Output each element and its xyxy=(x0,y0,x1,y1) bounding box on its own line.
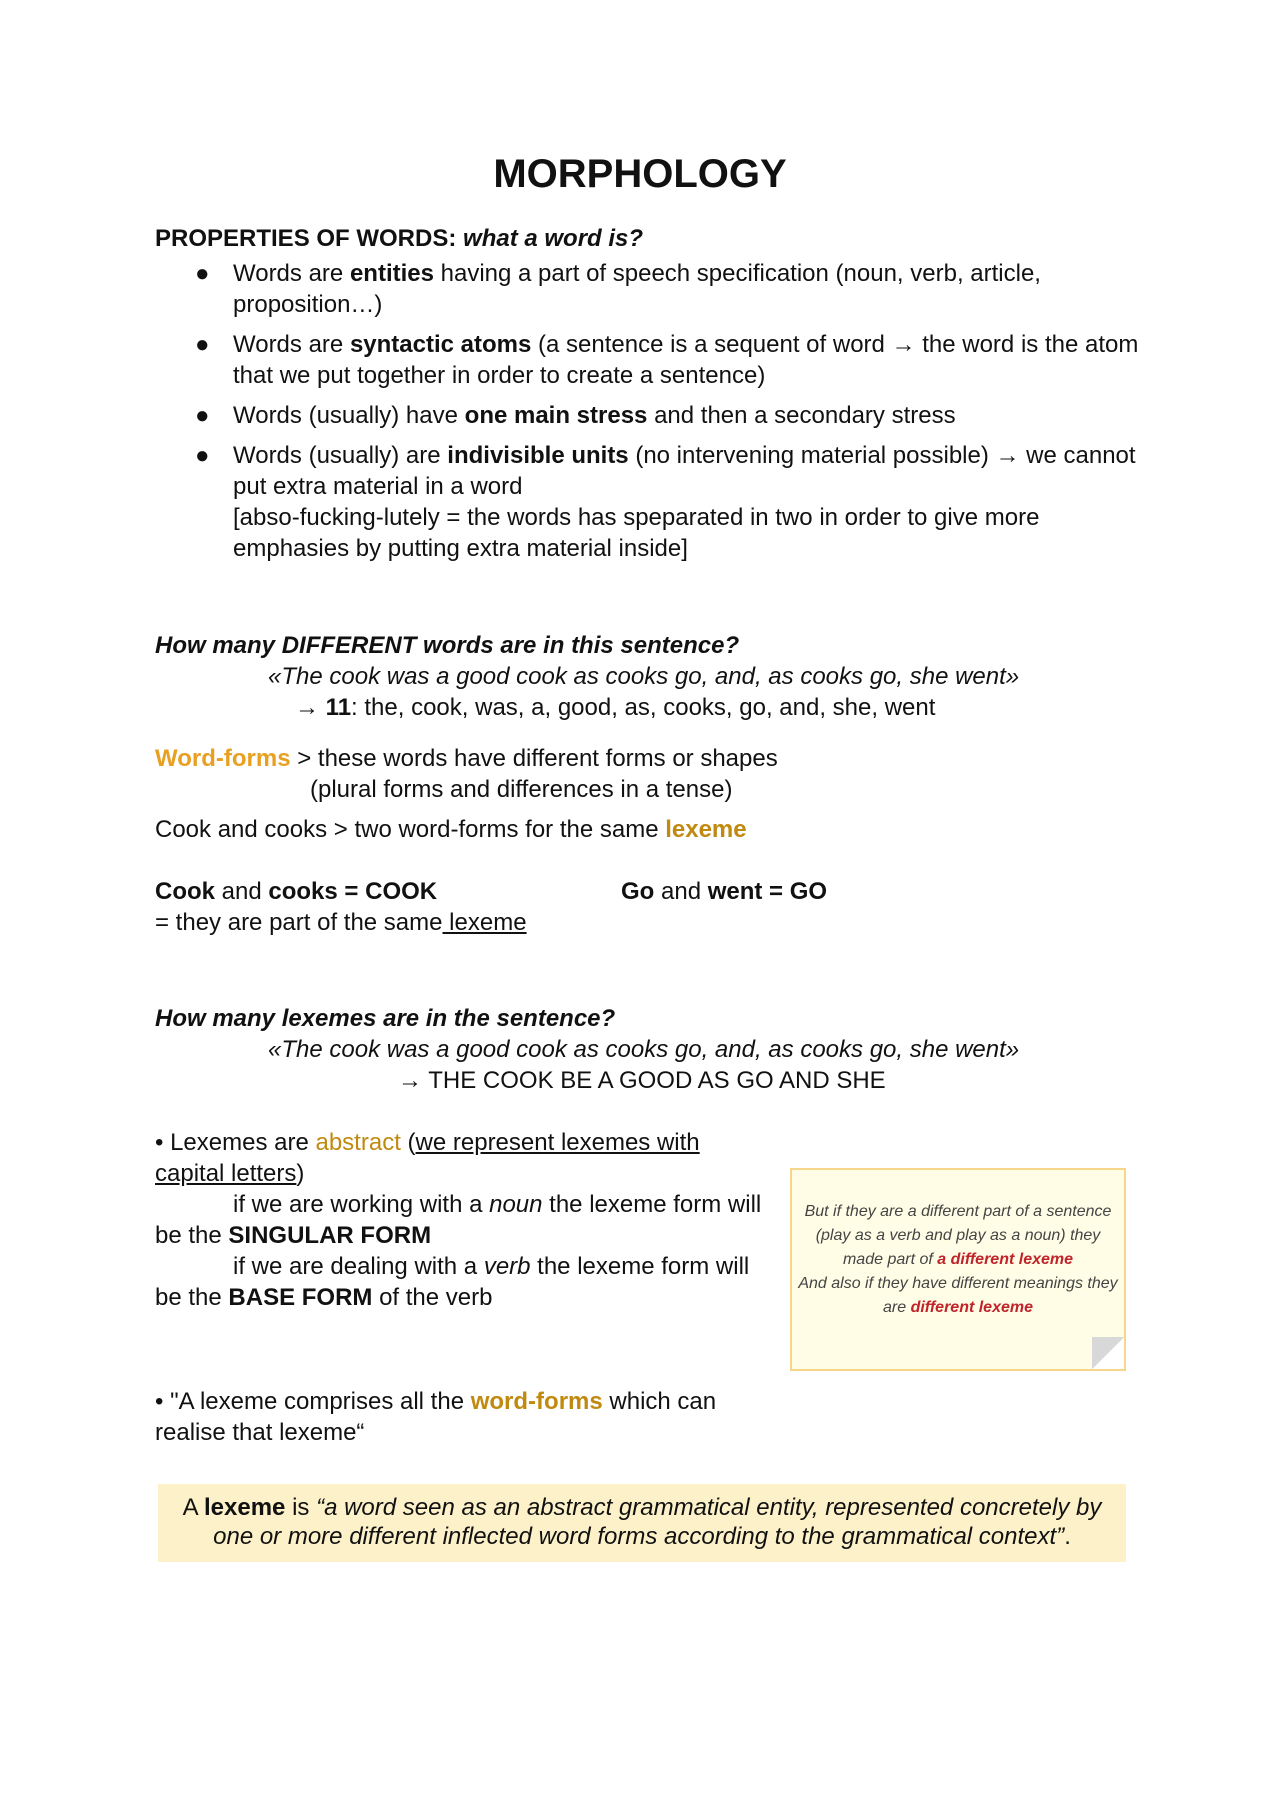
bullet-icon: ● xyxy=(195,402,210,429)
definition-box xyxy=(158,1484,1126,1562)
noun-rule-line1: if we are working with a noun the lexeme form will xyxy=(233,1191,762,1218)
abstract-line2: capital letters) xyxy=(155,1160,305,1187)
lexemes-answer: → THE COOK BE A GOOD AS GO AND SHE xyxy=(398,1067,886,1094)
sticky-note xyxy=(790,1168,1126,1371)
lexemes-question: How many lexemes are in the sentence? xyxy=(155,1005,616,1032)
word-forms-line2: (plural forms and differences in a tense) xyxy=(310,776,733,803)
page-title: MORPHOLOGY xyxy=(493,152,787,196)
word-forms-line: Word-forms > these words have different forms or shapes xyxy=(155,745,778,772)
same-lexeme-line: = they are part of the same lexeme xyxy=(155,909,527,936)
cook-example: Cook and cooks = COOK xyxy=(155,878,438,905)
lexemes-sentence: «The cook was a good cook as cooks go, and, as cooks go, she went» xyxy=(268,1036,1020,1063)
go-example: Go and went = GO xyxy=(621,878,828,905)
definition-text: A lexeme is “a word seen as an abstract grammatical entity, represented concretely by one or more different inflected word forms according to the grammatical context”. xyxy=(182,1494,1102,1550)
comprises-line2: realise that lexeme“ xyxy=(155,1419,365,1446)
comprises-line1: • "A lexeme comprises all the word-forms which can xyxy=(155,1388,717,1415)
page-curl-icon xyxy=(1092,1337,1124,1369)
different-words-sentence: «The cook was a good cook as cooks go, and, as cooks go, she went» xyxy=(268,663,1020,690)
verb-rule-line1: if we are dealing with a verb the lexeme form will xyxy=(233,1253,750,1280)
bullet-icon: ● xyxy=(195,442,210,469)
different-words-question: How many DIFFERENT words are in this sentence? xyxy=(155,632,740,659)
properties-heading: PROPERTIES OF WORDS: what a word is? xyxy=(155,225,644,252)
cook-lexeme-line: Cook and cooks > two word-forms for the same lexeme xyxy=(155,816,747,843)
list-item: ● Words are entities having a part of speech specification (noun, verb, article, proposition…) xyxy=(195,260,1041,318)
list-item: ● Words (usually) are indivisible units (no intervening material possible) → we cannot put extra material in a word [abso-fucking-lutely = the words has speparated in two in order to give more emphasies by putting extra material inside] xyxy=(195,442,1136,562)
abstract-line1: • Lexemes are abstract (we represent lexemes with xyxy=(155,1129,700,1156)
bullet-icon: ● xyxy=(195,331,210,358)
sticky-note-text: But if they are a different part of a sentence (play as a verb and play as a noun) they made part of a different lexeme And also if they have different meanings they are different lexeme xyxy=(798,1203,1118,1316)
bullet-icon: ● xyxy=(195,260,210,287)
noun-rule-line2: be the SINGULAR FORM xyxy=(155,1222,432,1249)
different-words-answer: → 11: the, cook, was, a, good, as, cooks, go, and, she, went xyxy=(295,694,936,721)
list-item: ● Words (usually) have one main stress and then a secondary stress xyxy=(195,402,956,429)
verb-rule-line2: be the BASE FORM of the verb xyxy=(155,1284,493,1311)
list-item: ● Words are syntactic atoms (a sentence is a sequent of word → the word is the atom that we put together in order to create a sentence) xyxy=(195,331,1139,389)
properties-list xyxy=(155,258,1145,573)
